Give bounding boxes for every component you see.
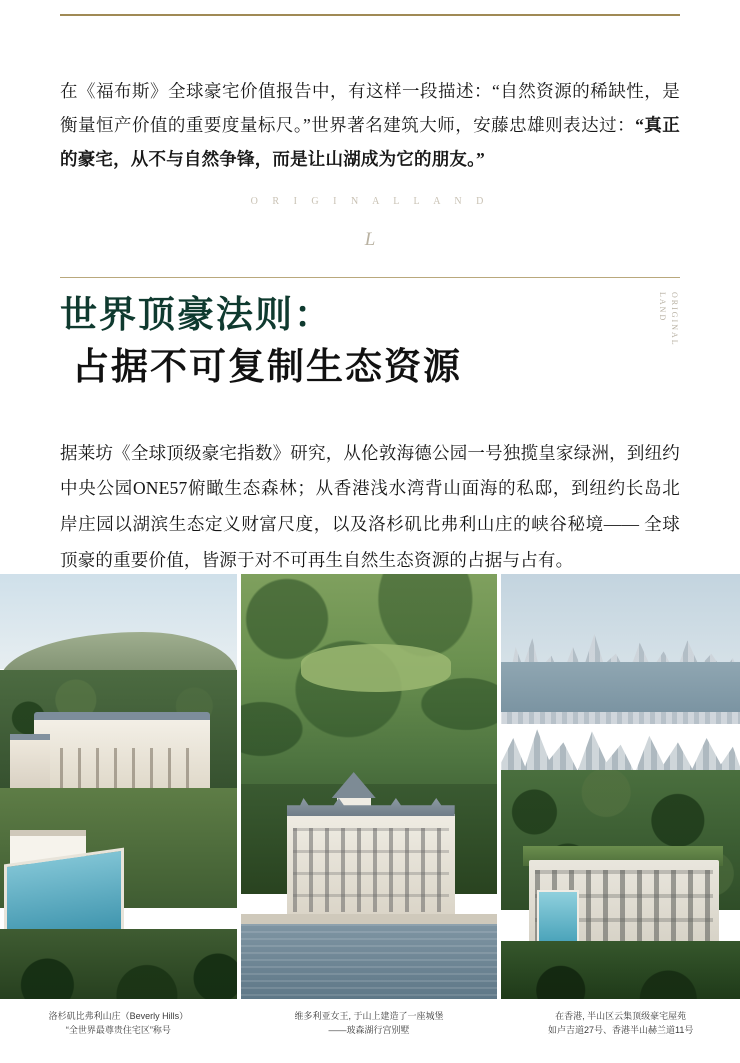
foreground-trees [0,929,237,999]
caption-line-2: 如卢吉道27号、香港半山赫兰道11号 [547,1024,694,1035]
caption-beverly-hills [0,1010,237,1063]
intro-text: 在《福布斯》全球豪宅价值报告中，有这样一段描述：“自然资源的稀缺性，是衡量恒产价值的重要度量标尺。”世界著名建筑大师，安藤忠雄则表达过： [60,80,680,135]
villa-pool [537,890,579,944]
title-line-1: 世界顶豪法则： [60,295,333,336]
intro-quote-bold: “真正的豪宅，从不与自然争锋，而是让山湖成为它的朋友。” [60,114,680,169]
title-divider [60,277,680,278]
caption-hong-kong [501,1010,740,1063]
bottom-spacer [0,1059,740,1063]
page-title [60,292,620,392]
caption-line-2: “全世界最尊贵住宅区”称号 [65,1024,171,1035]
caption-line-1: 维多利亚女王, 于山上建造了一座城堡 [294,1011,444,1021]
harbor-water [501,662,740,712]
caption-line-1: 洛杉矶比弗利山庄（Beverly Hills） [48,1011,189,1021]
caption-victoria-castle [241,1010,498,1063]
castle-building [287,814,455,922]
caption-line-2: ——玻森湖行宫别墅 [328,1024,410,1035]
ornament [0,196,740,251]
photo-row [0,574,740,999]
photo-victoria-castle-lake [241,574,498,999]
meadow-patch [301,644,451,692]
photo-hong-kong-peak-villa [501,574,740,999]
ornament-monogram-icon: L [364,229,376,250]
body-paragraph: 据莱坊《全球顶级豪宅指数》研究，从伦敦海德公园一号独揽皇家绿洲，到纽约中央公园ONE57俯瞰生态森林；从香港浅水湾背山面海的私邸，到纽约长岛北岸庄园以湖滨生态定义财富尺度，以及洛杉矶比弗利山庄的峡谷秘境—— 全球顶豪的重要价值，皆源于对不可再生自然生态资源的占据与占有。 [60,442,680,571]
ornament-label: O R I G I N A L L A N D [250,196,490,207]
mansion-building [34,712,210,798]
caption-line-1: 在香港, 半山区云集顶级豪宅屋苑 [555,1011,687,1021]
side-brand-mark: ORIGINAL LAND [658,292,679,347]
foreground-trees [501,941,740,999]
caption-row [0,1010,740,1063]
top-divider [60,14,680,16]
mansion-wing [10,734,50,794]
intro-paragraph [60,74,680,176]
lake-water [241,924,498,999]
photo-beverly-hills-mansion [0,574,237,999]
title-line-2: 占据不可复制生态资源 [72,347,462,389]
